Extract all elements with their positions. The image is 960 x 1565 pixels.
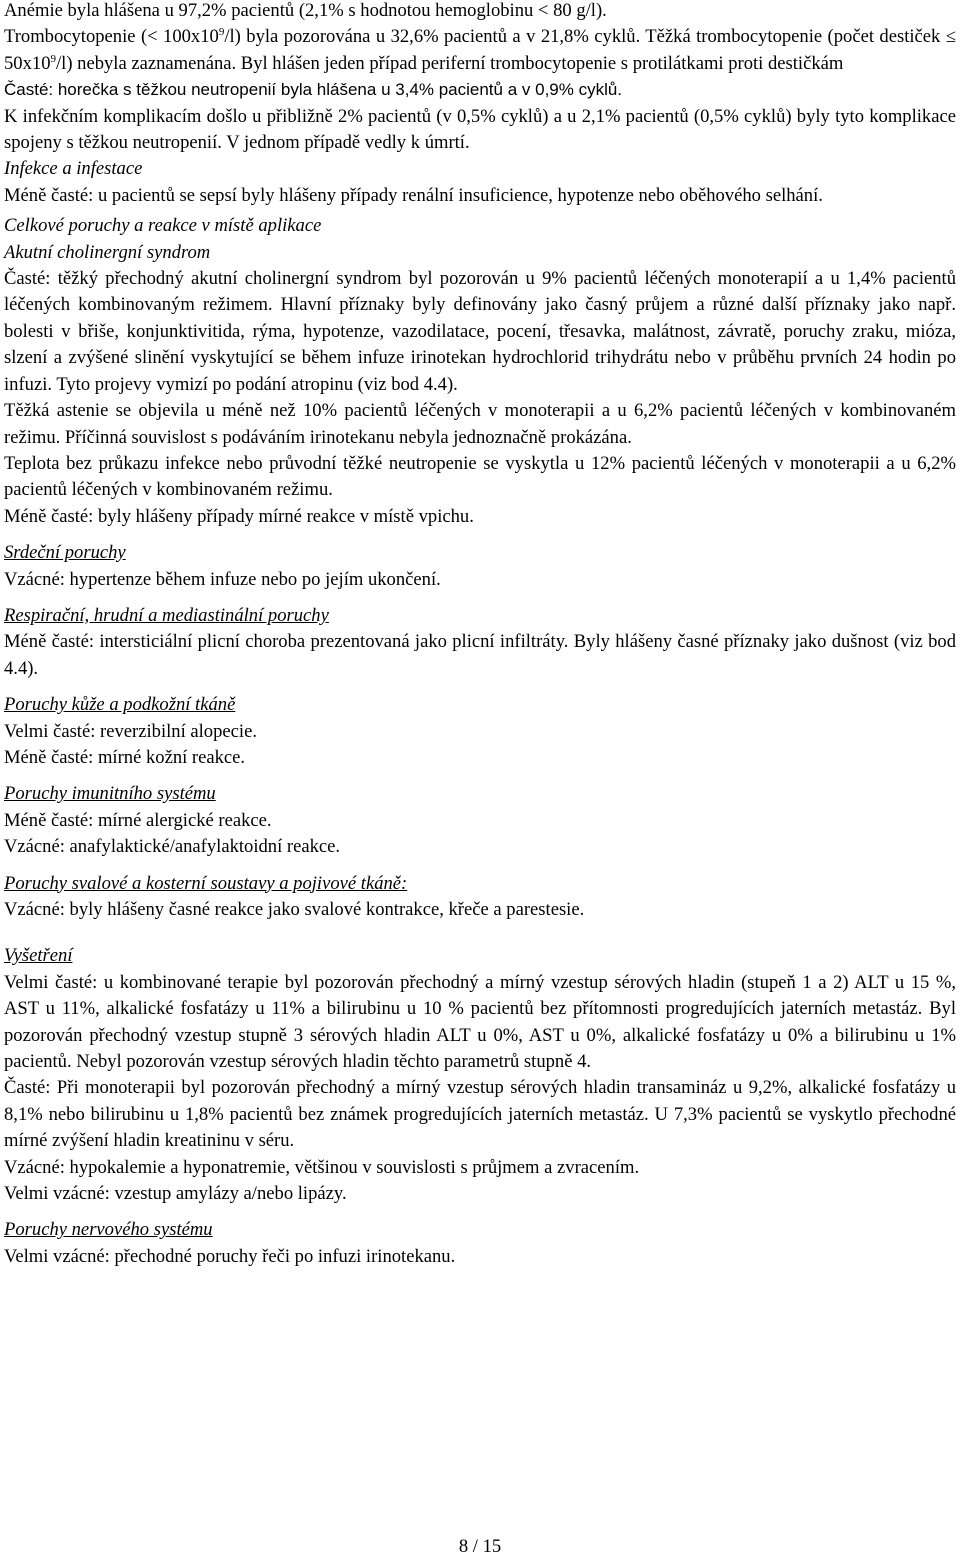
heading-cardiac: Srdeční poruchy — [4, 542, 126, 564]
text-run: /l) byla pozorována u 32,6% pacientů a v 21,8% cyklů. Těžká trombocytopenie (počet destiček ≤ 50x10 — [4, 26, 956, 74]
heading-respiratory: Respirační, hrudní a mediastinální poruchy — [4, 604, 329, 626]
paragraph-fever-without-infection: Teplota bez průkazu infekce nebo průvodní těžké neutropenie se vyskytla u 12% pacientů léčených v monoterapii a u 6,2% pacientů léčených v kombinovaném režimu. — [4, 452, 956, 501]
paragraph-anaphylactic: Vzácné: anafylaktické/anafylaktoidní reakce. — [4, 836, 341, 858]
heading-infections: Infekce a infestace — [4, 158, 143, 180]
heading-immune: Poruchy imunitního systému — [4, 783, 216, 805]
paragraph-anemia: Anémie byla hlášena u 97,2% pacientů (2,1% s hodnotou hemoglobinu < 80 g/l). — [4, 0, 607, 21]
paragraph-fever: Časté: horečka s těžkou neutropenií byla hlášena u 3,4% pacientů a v 0,9% cyklů. — [4, 80, 623, 100]
paragraph-thrombocytopenia — [4, 24, 956, 77]
text-run: /l) nebyla zaznamenána. Byl hlášen jeden případ periferní trombocytopenie s protilátkami proti destičkám — [55, 52, 844, 74]
heading-investigations: Vyšetření — [4, 945, 73, 967]
heading-general-disorders: Celkové poruchy a reakce v místě aplikace — [4, 215, 322, 237]
paragraph-hypokalemia: Vzácné: hypokalemie a hyponatremie, většinou v souvislosti s průjmem a zvracením. — [4, 1156, 640, 1178]
paragraph-allergic: Méně časté: mírné alergické reakce. — [4, 809, 272, 831]
heading-nervous-system: Poruchy nervového systému — [4, 1219, 213, 1241]
paragraph-injection-site: Méně časté: byly hlášeny případy mírné reakce v místě vpichu. — [4, 505, 474, 527]
paragraph-monotherapy: Časté: Při monoterapii byl pozorován přechodný a mírný vzestup sérových hladin transamináz u 9,2%, alkalické fosfatázy u 8,1% nebo bilirubinu u 1,8% pacientů bez známek progredujících jaterních metastáz. U 7,3% pacientů se vyskytlo přechodné mírné zvýšení hladin kreatininu v séru. — [4, 1077, 956, 1152]
paragraph-combination-therapy: Velmi časté: u kombinované terapie byl pozorován přechodný a mírný vzestup sérových hladin (stupeň 1 a 2) ALT u 15 %, AST u 11%, alkalické fosfatázy u 11% a bilirubinu u 10 % pacientů bez přítomnosti progredujících jaterních metastáz. Byl pozorován přechodný vzestup stupně 3 sérových hladin ALT u 0%, AST u 0%, alkalické fosfatázy u 0% a bilirubinu u 1% pacientů. Nebyl pozorován vzestup sérových hladin těchto parametrů stupně 4. — [4, 971, 956, 1073]
paragraph-interstitial: Méně časté: intersticiální plicní choroba prezentovaná jako plicní infiltráty. Byly hlášeny časné příznaky jako dušnost (viz bod 4.4). — [4, 631, 956, 679]
paragraph-hypertension: Vzácné: hypertenze během infuze nebo po jejím ukončení. — [4, 568, 441, 590]
paragraph-cholinergic: Časté: těžký přechodný akutní cholinergní syndrom byl pozorován u 9% pacientů léčených monoterapií a u 1,4% pacientů léčených kombinovaným režimem. Hlavní příznaky byly definovány jako časný průjem a různé další příznaky jako např. bolesti v břiše, konjunktivitida, rýma, hypotenze, vazodilatace, pocení, třesavka, malátnost, závratě, poruchy zraku, mióza, slzení a zvýšené slinění vyskytující se během infuze irinotekan hydrochlorid trihydrátu nebo v průběhu prvních 24 hodin po infuzi. Tyto projevy vymizí po podání atropinu (viz bod 4.4). — [4, 268, 956, 395]
paragraph-amylase: Velmi vzácné: vzestup amylázy a/nebo lipázy. — [4, 1183, 347, 1205]
paragraph-muscle-reactions: Vzácné: byly hlášeny časné reakce jako svalové kontrakce, křeče a parestesie. — [4, 899, 585, 920]
paragraph-speech-disorders: Velmi vzácné: přechodné poruchy řeči po infuzi irinotekanu. — [4, 1245, 456, 1267]
page-number: 8 / 15 — [458, 1536, 502, 1557]
document-page — [4, 0, 956, 1270]
text-run: Trombocytopenie (< 100x10 — [4, 26, 219, 48]
heading-musculoskeletal: Poruchy svalové a kosterní soustavy a pojivové tkáně: — [4, 872, 408, 894]
superscript: 9 — [50, 52, 56, 65]
paragraph-alopecia: Velmi časté: reverzibilní alopecie. — [4, 720, 257, 742]
paragraph-infection-complications: K infekčním komplikacím došlo u přibližně 2% pacientů (v 0,5% cyklů) a u 2,1% pacientů (0,5% cyklů) byly tyto komplikace spojeny s těžkou neutropenií. V jednom případě vedly k úmrtí. — [4, 105, 956, 154]
paragraph-sepsis: Méně časté: u pacientů se sepsí byly hlášeny případy renální insuficience, hypotenze nebo oběhového selhání. — [4, 184, 823, 206]
heading-skin: Poruchy kůže a podkožní tkáně — [4, 694, 236, 716]
subheading-cholinergic-syndrome: Akutní cholinergní syndrom — [4, 241, 211, 263]
paragraph-asthenia: Těžká astenie se objevila u méně než 10% pacientů léčených v monoterapii a u 6,2% pacientů léčených v kombinovaném režimu. Příčinná souvislost s podáváním irinotekanu nebyla jednoznačně prokázána. — [4, 400, 956, 448]
paragraph-skin-reactions: Méně časté: mírné kožní reakce. — [4, 746, 246, 768]
superscript: 9 — [218, 26, 225, 39]
